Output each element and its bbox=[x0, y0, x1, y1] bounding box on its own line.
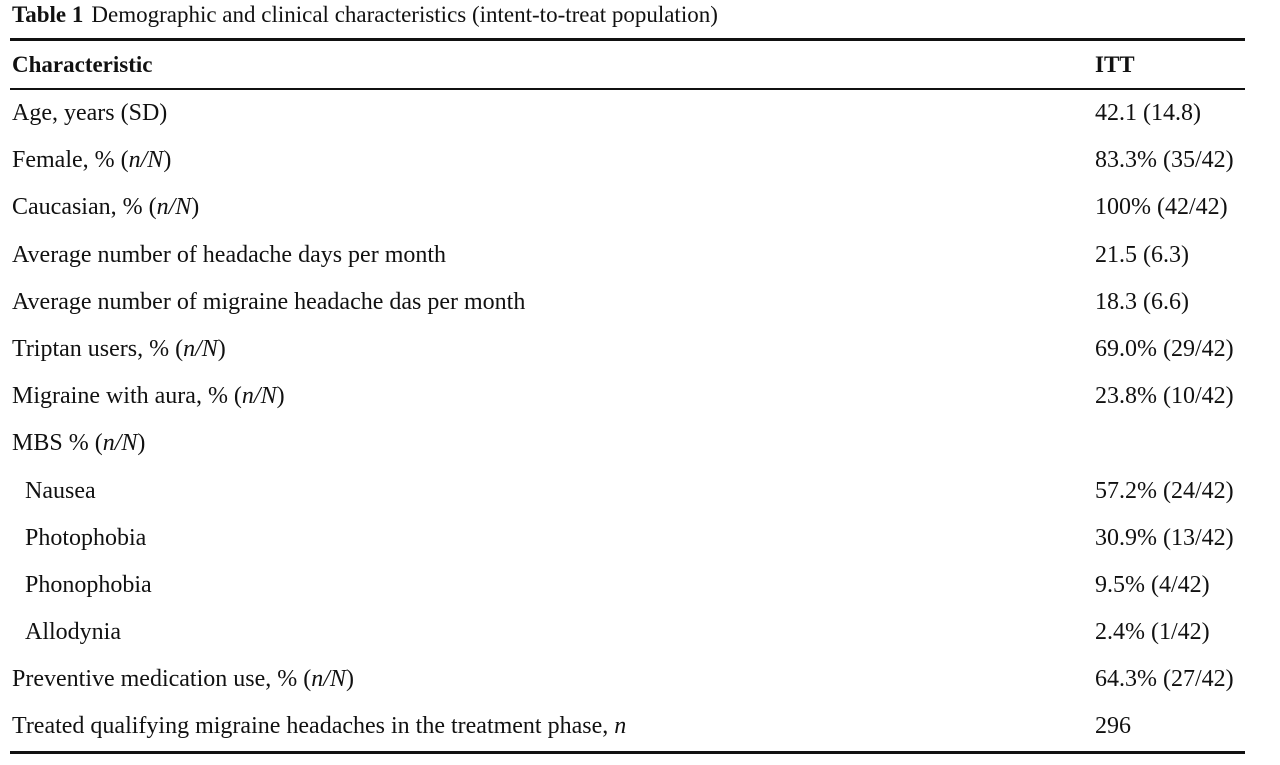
characteristic-text: Treated qualifying migraine headaches in the treatment phase, bbox=[12, 713, 615, 740]
characteristic-cell bbox=[25, 609, 121, 656]
characteristic-suffix-text: ) bbox=[137, 430, 146, 457]
characteristic-text: Allodynia bbox=[25, 619, 121, 646]
characteristic-text: Photophobia bbox=[25, 524, 147, 551]
itt-value-cell: 30.9% (13/42) bbox=[1095, 524, 1234, 551]
table-row bbox=[0, 515, 1280, 562]
characteristic-text: Preventive medication use, % ( bbox=[12, 666, 312, 693]
table-row bbox=[0, 703, 1280, 750]
characteristic-italic-text: n/N bbox=[183, 335, 218, 362]
characteristic-cell bbox=[25, 515, 146, 562]
table-row bbox=[0, 373, 1280, 420]
itt-value-cell: 57.2% (24/42) bbox=[1095, 477, 1234, 504]
characteristic-text: Phonophobia bbox=[25, 571, 152, 598]
characteristic-suffix-text: ) bbox=[217, 335, 226, 362]
itt-value-cell: 21.5 (6.3) bbox=[1095, 241, 1189, 268]
characteristic-text: MBS % ( bbox=[12, 430, 103, 457]
table-row bbox=[0, 137, 1280, 184]
characteristic-italic-text: n/N bbox=[241, 383, 277, 410]
characteristic-italic-text: n/N bbox=[102, 430, 138, 457]
table-body bbox=[0, 90, 1280, 751]
itt-value-cell: 296 bbox=[1095, 713, 1131, 740]
characteristic-cell bbox=[25, 562, 152, 609]
table-row bbox=[0, 184, 1280, 231]
itt-value-cell: 23.8% (10/42) bbox=[1095, 383, 1234, 410]
characteristic-suffix-text: ) bbox=[191, 194, 200, 221]
itt-value-cell: 42.1 (14.8) bbox=[1095, 100, 1201, 126]
itt-value-cell: 9.5% (4/42) bbox=[1095, 571, 1210, 598]
itt-value-cell: 18.3 (6.6) bbox=[1095, 288, 1189, 315]
column-header-itt: ITT bbox=[1095, 52, 1135, 77]
table-title: Demographic and clinical characteristics (intent-to-treat population) bbox=[91, 2, 718, 27]
characteristic-italic-text: n/N bbox=[311, 666, 346, 693]
table-top-rule bbox=[10, 38, 1245, 41]
table-row bbox=[0, 468, 1280, 515]
table-row bbox=[0, 279, 1280, 326]
characteristic-cell bbox=[12, 137, 171, 184]
column-header-characteristic: Characteristic bbox=[12, 52, 153, 77]
characteristic-cell bbox=[12, 326, 226, 373]
table-row bbox=[0, 609, 1280, 656]
characteristic-italic-text: n bbox=[614, 713, 627, 740]
table-row bbox=[0, 90, 1280, 137]
table-label: Table 1 bbox=[12, 2, 84, 27]
characteristic-text: Average number of migraine headache das per month bbox=[12, 288, 526, 315]
characteristic-cell bbox=[12, 656, 354, 703]
characteristic-cell bbox=[12, 420, 145, 467]
itt-value-cell: 64.3% (27/42) bbox=[1095, 666, 1234, 693]
characteristic-text: Triptan users, % ( bbox=[12, 335, 184, 362]
table-row bbox=[0, 232, 1280, 279]
table-row bbox=[0, 562, 1280, 609]
characteristic-text: Caucasian, % ( bbox=[12, 194, 157, 221]
characteristic-cell bbox=[12, 279, 525, 326]
characteristic-cell bbox=[12, 90, 167, 137]
characteristic-cell bbox=[12, 232, 446, 279]
characteristic-text: Age, years (SD) bbox=[12, 100, 168, 126]
table-row bbox=[0, 656, 1280, 703]
itt-value-cell: 69.0% (29/42) bbox=[1095, 335, 1234, 362]
table-row bbox=[0, 420, 1280, 467]
table-row bbox=[0, 326, 1280, 373]
itt-value-cell: 83.3% (35/42) bbox=[1095, 147, 1234, 174]
characteristic-text: Average number of headache days per month bbox=[12, 241, 447, 268]
characteristic-suffix-text: ) bbox=[276, 383, 285, 410]
characteristic-cell bbox=[12, 373, 285, 420]
characteristic-suffix-text: ) bbox=[163, 147, 172, 174]
characteristic-suffix-text: ) bbox=[345, 666, 354, 693]
itt-value-cell: 100% (42/42) bbox=[1095, 194, 1228, 221]
itt-value-cell: 2.4% (1/42) bbox=[1095, 619, 1210, 646]
characteristic-italic-text: n/N bbox=[156, 194, 192, 221]
characteristic-text: Female, % ( bbox=[12, 147, 129, 174]
characteristic-italic-text: n/N bbox=[128, 147, 164, 174]
characteristic-cell bbox=[12, 703, 626, 750]
table-bottom-rule bbox=[10, 751, 1245, 754]
characteristic-text: Nausea bbox=[25, 477, 96, 504]
characteristic-text: Migraine with aura, % ( bbox=[12, 383, 242, 410]
characteristic-cell bbox=[25, 468, 96, 515]
table-caption bbox=[12, 0, 718, 30]
characteristic-cell bbox=[12, 184, 199, 231]
